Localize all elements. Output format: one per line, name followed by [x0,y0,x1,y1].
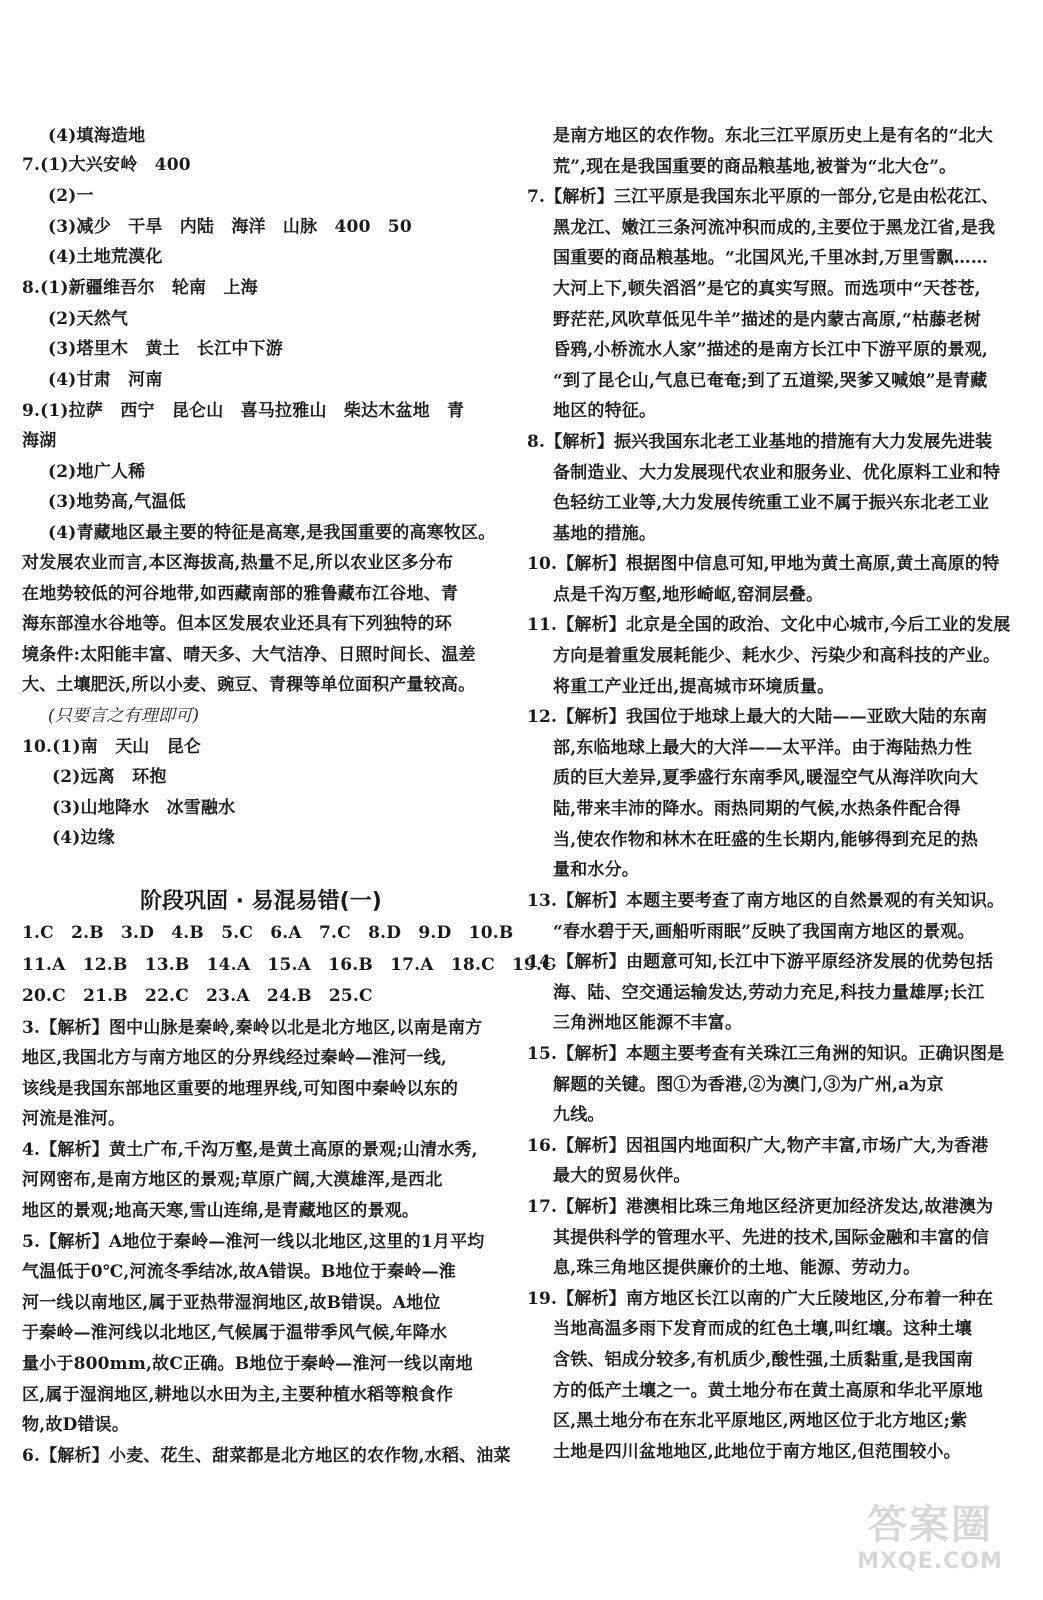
answer-line: (2)天然气 [48,309,129,329]
explanation-line: 方向是着重发展耗能少、耗水少、污染少和高科技的产业。 [553,646,1001,666]
explanation-line: 备制造业、大力发展现代农业和服务业、优化原料工业和特 [553,463,1001,483]
explanation-line: 大河上下,顿失滔滔”是它的真实写照。而选项中“天苍苍, [553,279,981,299]
explanation-line: 国重要的商品粮基地。“北国风光,千里冰封,万里雪飘…… [553,248,989,268]
explanation-line: 河一线以南地区,属于亚热带湿润地区,故B错误。A地位 [22,1293,441,1313]
watermark-logo [841,1502,1019,1578]
explanation-line: 气温低于0℃,河流冬季结冰,故A错误。B地位于秦岭—淮 [22,1262,456,1282]
explanation-line: 地区的景观;地高天寒,雪山连绵,是青藏地区的景观。 [22,1201,420,1221]
explanation-line: 荒”,现在是我国重要的商品粮基地,被誉为“北大仓”。 [553,157,957,177]
answer-line: (4)土地荒漠化 [48,247,163,267]
explanation-line: 野茫茫,风吹草低见牛羊”描述的是内蒙古高原,“枯藤老树 [553,310,981,330]
answer-line: (3)山地降水 冰雪融水 [52,798,236,818]
answer-line: 10.(1)南 天山 昆仑 [22,737,202,757]
explanation-line: 当,使农作物和林木在旺盛的生长期内,能够得到充足的热 [553,830,979,850]
answer-line: (4)青藏地区最主要的特征是高寒,是我国重要的高寒牧区。 [48,523,496,543]
explanation-line: 11.【解析】北京是全国的政治、文化中心城市,今后工业的发展 [527,615,1011,635]
answer-line: 对发展农业而言,本区海拔高,热量不足,所以农业区多分布 [22,553,454,573]
explanation-line: 区,属于湿润地区,耕地以水田为主,主要种植水稻等粮食作 [22,1385,454,1405]
explanation-line: 量和水分。 [553,860,639,880]
explanation-line: 河网密布,是南方地区的景观;草原广阔,大漠雄浑,是西北 [22,1170,443,1190]
answer-line: (2)地广人稀 [48,462,146,482]
explanation-line: 17.【解析】港澳相比珠三角地区经济更加经济发达,故港澳为 [527,1197,994,1217]
answer-line: (3)减少 干旱 内陆 海洋 山脉 400 50 [48,217,412,237]
explanation-line: 是南方地区的农作物。东北三江平原历史上是有名的“北大 [553,126,993,146]
explanation-line: 7.【解析】三江平原是我国东北平原的一部分,它是由松花江、 [527,187,999,207]
explanation-line: 昏鸦,小桥流水人家”描述的是南方长江中下游平原的景观, [553,340,989,360]
explanation-line: 土地是四川盆地地区,此地位于南方地区,但范围较小。 [553,1442,961,1462]
explanation-line: 河流是淮河。 [22,1109,126,1129]
answer-key-row: 20.C 21.B 22.C 23.A 24.B 25.C [22,986,373,1006]
answer-key-row: 1.C 2.B 3.D 4.B 5.C 6.A 7.C 8.D 9.D 10.B [22,923,514,943]
answer-line: (4)填海造地 [48,126,146,146]
answer-line: 海湖 [22,431,57,451]
watermark-url: MXQE.COM [857,1549,1003,1574]
explanation-line: 当地高温多雨下发育而成的红色土壤,叫红壤。这种土壤 [553,1319,972,1339]
answer-line: 在地势较低的河谷地带,如西藏南部的雅鲁藏布江谷地、青 [22,584,459,604]
explanation-line: 地区,我国北方与南方地区的分界线经过秦岭—淮河一线, [22,1048,448,1068]
explanation-line: 质的巨大差异,夏季盛行东南季风,暖湿空气从海洋吹向大 [553,768,979,788]
explanation-line: 陆,带来丰沛的降水。雨热同期的气候,水热条件配合得 [553,799,961,819]
explanation-line: 解题的关键。图①为香港,②为澳门,③为广州,a为京 [553,1075,944,1095]
answer-line: (2)一 [48,186,94,206]
handwritten-note: (只要言之有理即可) [48,706,200,726]
explanation-line: “春水碧于天,画船听雨眠”反映了我国南方地区的景观。 [553,922,975,942]
explanation-line: 物,故D错误。 [22,1415,130,1435]
explanation-line: 3.【解析】图中山脉是秦岭,秦岭以北是北方地区,以南是南方 [22,1018,483,1038]
answer-line: 海东部湟水谷地等。但本区发展农业还具有下列独特的环 [22,614,452,634]
explanation-line: 该线是我国东部地区重要的地理界线,可知图中秦岭以东的 [22,1079,459,1099]
explanation-line: 5.【解析】A地位于秦岭—淮河一线以北地区,这里的1月平均 [22,1232,485,1252]
explanation-line: 黑龙江、嫩江三条河流冲积而成的,主要位于黑龙江省,是我 [553,218,996,238]
answer-line: 8.(1)新疆维吾尔 轮南 上海 [22,278,258,298]
explanation-line: 量小于800mm,故C正确。B地位于秦岭—淮河一线以南地 [22,1354,473,1374]
explanation-line: 区,黑土地分布在东北平原地区,两地区位于北方地区;紫 [553,1411,968,1431]
explanation-line: “到了昆仑山,气息已奄奄;到了五道梁,哭爹又喊娘”是青藏 [553,371,988,391]
explanation-line: 三角洲地区能源不丰富。 [553,1013,743,1033]
explanation-line: 19.【解析】南方地区长江以南的广大丘陵地区,分布着一种在 [527,1289,994,1309]
explanation-line: 地区的特征。 [553,401,657,421]
explanation-line: 13.【解析】本题主要考查了南方地区的自然景观的有关知识。 [527,891,1005,911]
answer-line: 大、土壤肥沃,所以小麦、豌豆、青稞等单位面积产量较高。 [22,675,476,695]
explanation-line: 其提供科学的管理水平、先进的技术,国际金融和丰富的信 [553,1228,990,1248]
explanation-line: 12.【解析】我国位于地球上最大的大陆——亚欧大陆的东南 [527,707,988,727]
explanation-line: 15.【解析】本题主要考查有关珠江三角洲的知识。正确识图是 [527,1044,1005,1064]
explanation-line: 6.【解析】小麦、花生、甜菜都是北方地区的农作物,水稻、油菜 [22,1446,511,1466]
answer-line: (3)塔里木 黄土 长江中下游 [48,339,283,359]
watermark-text: 答案圈 [867,1502,993,1548]
explanation-line: 九线。 [553,1105,605,1125]
explanation-line: 8.【解析】振兴我国东北老工业基地的措施有大力发展先进装 [527,432,993,452]
explanation-line: 4.【解析】黄土广布,千沟万壑,是黄土高原的景观;山清水秀, [22,1140,478,1160]
answer-line: 9.(1)拉萨 西宁 昆仑山 喜马拉雅山 柴达木盆地 青 [22,401,465,421]
answer-key-row: 11.A 12.B 13.B 14.A 15.A 16.B 17.A 18.C 19.C [22,955,556,975]
explanation-line: 含铁、铝成分较多,有机质少,酸性强,土质黏重,是我国南 [553,1350,974,1370]
answer-line: 7.(1)大兴安岭 400 [22,155,191,175]
explanation-line: 14.【解析】由题意可知,长江中下游平原经济发展的优势包括 [527,952,994,972]
explanation-line: 色轻纺工业等,大力发展传统重工业不属于振兴东北老工业 [553,493,990,513]
explanation-line: 方的低产土壤之一。黄土地分布在黄土高原和华北平原地 [553,1381,983,1401]
explanation-line: 部,东临地球上最大的大洋——太平洋。由于海陆热力性 [553,738,972,758]
answer-line: (2)远离 环抱 [52,767,167,787]
explanation-line: 点是千沟万壑,地形崎岖,窑洞层叠。 [553,585,824,605]
answer-line: (4)边缘 [52,828,115,848]
answer-line: (3)地势高,气温低 [48,492,186,512]
explanation-line: 将重工产业迁出,提高城市环境质量。 [553,677,835,697]
explanation-line: 最大的贸易伙伴。 [553,1166,691,1186]
explanation-line: 16.【解析】因祖国内地面积广大,物产丰富,市场广大,为香港 [527,1136,989,1156]
explanation-line: 10.【解析】根据图中信息可知,甲地为黄土高原,黄土高原的特 [527,554,1000,574]
explanation-line: 基地的措施。 [553,524,657,544]
answer-line: 境条件:太阳能丰富、晴天多、大气洁净、日照时间长、温差 [22,645,476,665]
explanation-line: 海、陆、空交通运输发达,劳动力充足,科技力量雄厚;长江 [553,983,985,1003]
explanation-line: 于秦岭—淮河线以北地区,气候属于温带季风气候,年降水 [22,1323,448,1343]
answer-line: (4)甘肃 河南 [48,370,163,390]
section-title: 阶段巩固 · 易混易错(一) [140,889,382,914]
explanation-line: 息,珠三角地区提供廉价的土地、能源、劳动力。 [553,1258,921,1278]
